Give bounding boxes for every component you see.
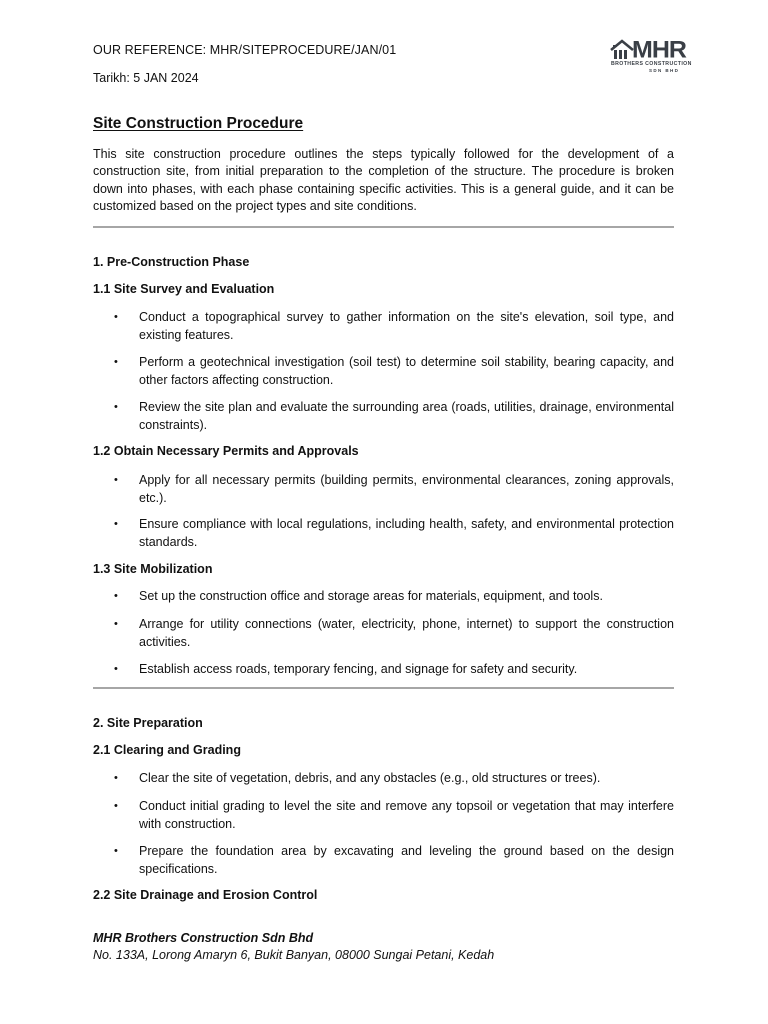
list-item-text: Apply for all necessary permits (building permits, environmental clearances, zoning approvals, etc.).	[139, 473, 674, 505]
list-item-text: Establish access roads, temporary fencing, and signage for safety and security.	[139, 662, 578, 676]
company-logo	[609, 36, 715, 75]
bullet-icon: •	[114, 663, 118, 675]
list-item	[114, 353, 674, 389]
list-item-text: Review the site plan and evaluate the surrounding area (roads, utilities, drainage, environmental constraints).	[139, 400, 674, 432]
section-divider	[93, 687, 674, 689]
list-item	[114, 515, 674, 551]
list-item	[114, 398, 674, 434]
list-item-text: Set up the construction office and storage areas for materials, equipment, and tools.	[139, 589, 603, 603]
section-heading: 2. Site Preparation	[93, 716, 203, 730]
list-item-text: Clear the site of vegetation, debris, and any obstacles (e.g., old structures or trees).	[139, 771, 601, 785]
list-item-text: Conduct initial grading to level the site and remove any topsoil or vegetation that may interfere with construction.	[139, 799, 674, 831]
subsection-heading: 1.3 Site Mobilization	[93, 562, 213, 576]
subsection-heading: 2.2 Site Drainage and Erosion Control	[93, 888, 318, 902]
bullet-icon: •	[114, 311, 118, 323]
footer-company-name: MHR Brothers Construction Sdn Bhd	[93, 931, 314, 945]
document-title: Site Construction Procedure	[93, 115, 304, 132]
section-divider	[93, 226, 674, 228]
subsection-heading: 1.1 Site Survey and Evaluation	[93, 282, 275, 296]
bullet-icon: •	[114, 401, 118, 413]
bullet-icon: •	[114, 618, 118, 630]
bullet-icon: •	[114, 474, 118, 486]
list-item-text: Arrange for utility connections (water, electricity, phone, internet) to support the construction activities.	[139, 617, 674, 649]
bullet-icon: •	[114, 800, 118, 812]
list-item	[114, 797, 674, 833]
bullet-icon: •	[114, 590, 118, 602]
subsection-heading: 2.1 Clearing and Grading	[93, 743, 241, 757]
intro-paragraph: This site construction procedure outlines the steps typically followed for the development of a construction site, from initial preparation to the completion of the structure. The procedure is broken down into phases, with each phase containing specific activities. This is a general guide, and it can be customized based on the project types and site conditions.	[93, 147, 674, 213]
bullet-icon: •	[114, 845, 118, 857]
bullet-icon: •	[114, 772, 118, 784]
section-heading: 1. Pre-Construction Phase	[93, 255, 250, 269]
list-item	[114, 615, 674, 651]
list-item	[114, 471, 674, 507]
list-item-text: Conduct a topographical survey to gather information on the site's elevation, soil type, and existing features.	[139, 310, 674, 342]
reference-number: OUR REFERENCE: MHR/SITEPROCEDURE/JAN/01	[93, 43, 397, 57]
subsection-heading: 1.2 Obtain Necessary Permits and Approvals	[93, 444, 359, 458]
list-item	[114, 660, 674, 678]
footer-address: No. 133A, Lorong Amaryn 6, Bukit Banyan, 08000 Sungai Petani, Kedah	[93, 948, 495, 962]
list-item-text: Prepare the foundation area by excavating and leveling the ground based on the design specifications.	[139, 844, 674, 876]
list-item	[114, 308, 674, 344]
list-item-text: Ensure compliance with local regulations, including health, safety, and environmental protection standards.	[139, 517, 674, 549]
bullet-icon: •	[114, 356, 118, 368]
logo-wordmark: MHR	[632, 36, 686, 64]
list-item-text: Perform a geotechnical investigation (soil test) to determine soil stability, bearing capacity, and other factors affecting construction.	[139, 355, 674, 387]
list-item	[114, 842, 674, 878]
bullet-icon: •	[114, 518, 118, 530]
document-date: Tarikh: 5 JAN 2024	[93, 71, 199, 85]
logo-subtitle: BROTHERS CONSTRUCTION	[611, 61, 692, 67]
list-item	[114, 769, 674, 787]
logo-subtitle-sdn-bhd: SDN BHD	[649, 68, 680, 73]
list-item	[114, 587, 674, 605]
